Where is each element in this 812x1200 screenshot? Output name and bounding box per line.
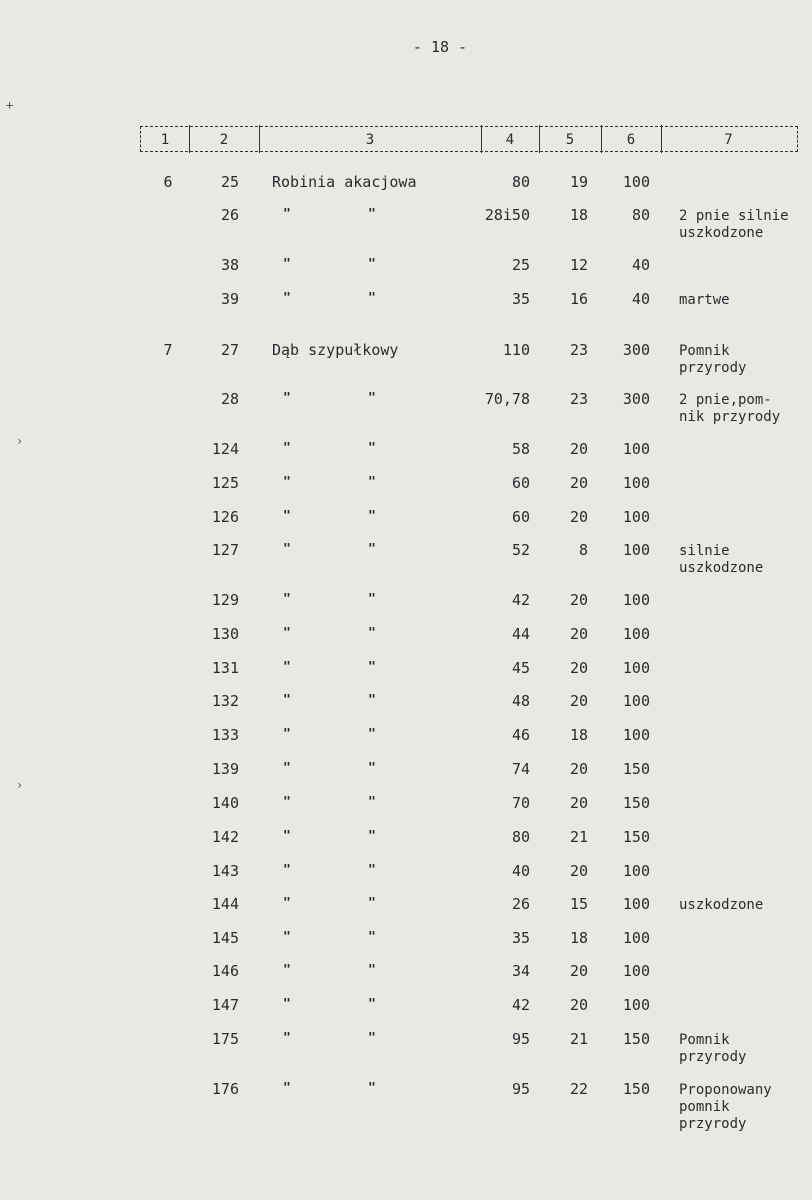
cell-col-5: 20 bbox=[569, 591, 588, 609]
ditto-mark: " bbox=[283, 475, 291, 490]
ditto-mark: " bbox=[283, 1081, 291, 1096]
ditto-mark: " bbox=[283, 257, 291, 272]
ditto-mark: " bbox=[283, 626, 291, 641]
header-col-6: 6 bbox=[626, 132, 636, 148]
cell-col-4: 35 bbox=[511, 290, 530, 308]
cell-tree-number: 144 bbox=[211, 895, 239, 913]
cell-tree-number: 175 bbox=[211, 1030, 239, 1048]
margin-mark: › bbox=[16, 778, 24, 792]
cell-col-6: 100 bbox=[622, 692, 650, 710]
ditto-mark: " bbox=[368, 930, 376, 945]
ditto-mark: " bbox=[368, 997, 376, 1012]
cell-col-5: 16 bbox=[569, 290, 588, 308]
ditto-mark: " bbox=[283, 542, 291, 557]
ditto-mark: " bbox=[368, 863, 376, 878]
ditto-mark: " bbox=[368, 391, 376, 406]
cell-col-6: 100 bbox=[622, 962, 650, 980]
ditto-mark: " bbox=[368, 829, 376, 844]
ditto-mark: " bbox=[368, 626, 376, 641]
cell-col-5: 20 bbox=[569, 794, 588, 812]
cell-col-4: 26 bbox=[511, 895, 530, 913]
header-col-1: 1 bbox=[160, 132, 170, 148]
ditto-mark: " bbox=[368, 761, 376, 776]
cell-col-4: 35 bbox=[511, 929, 530, 947]
cell-col-5: 20 bbox=[569, 692, 588, 710]
cell-tree-number: 127 bbox=[211, 541, 239, 559]
ditto-mark: " bbox=[283, 896, 291, 911]
cell-col-6: 150 bbox=[622, 1030, 650, 1048]
ditto-mark: " bbox=[368, 693, 376, 708]
cell-species-name: Dąb szypułkowy bbox=[272, 341, 399, 359]
ditto-mark: " bbox=[368, 257, 376, 272]
cell-remarks: 2 pnie silnie uszkodzone bbox=[679, 208, 789, 241]
cell-remarks: 2 pnie,pom- nik przyrody bbox=[679, 392, 781, 425]
cell-col-5: 21 bbox=[569, 828, 588, 846]
ditto-mark: " bbox=[283, 391, 291, 406]
cell-tree-number: 139 bbox=[211, 760, 239, 778]
ditto-mark: " bbox=[368, 542, 376, 557]
cell-col-5: 22 bbox=[569, 1080, 588, 1098]
ditto-mark: " bbox=[368, 896, 376, 911]
cell-col-5: 20 bbox=[569, 760, 588, 778]
ditto-mark: " bbox=[283, 863, 291, 878]
ditto-mark: " bbox=[283, 997, 291, 1012]
cell-col-5: 20 bbox=[569, 862, 588, 880]
cell-col-6: 300 bbox=[622, 390, 650, 408]
cell-tree-number: 146 bbox=[211, 962, 239, 980]
header-col-2: 2 bbox=[219, 132, 229, 148]
cell-col-6: 40 bbox=[631, 256, 650, 274]
cell-col-6: 100 bbox=[622, 659, 650, 677]
cell-col-4: 48 bbox=[511, 692, 530, 710]
cell-tree-number: 147 bbox=[211, 996, 239, 1014]
cell-remarks: martwe bbox=[679, 292, 730, 308]
cell-tree-number: 143 bbox=[211, 862, 239, 880]
cell-col-6: 100 bbox=[622, 996, 650, 1014]
cell-species-name: Robinia akacjowa bbox=[272, 173, 417, 191]
ditto-mark: " bbox=[283, 963, 291, 978]
cell-col-4: 110 bbox=[502, 341, 530, 359]
cell-col-4: 34 bbox=[511, 962, 530, 980]
cell-col-4: 70,78 bbox=[484, 390, 530, 408]
cell-col-5: 20 bbox=[569, 625, 588, 643]
ditto-mark: " bbox=[283, 829, 291, 844]
ditto-mark: " bbox=[368, 795, 376, 810]
cell-col-5: 18 bbox=[569, 726, 588, 744]
cell-col-6: 100 bbox=[622, 508, 650, 526]
cell-col-6: 100 bbox=[622, 173, 650, 191]
cell-col-4: 95 bbox=[511, 1080, 530, 1098]
cell-col-6: 100 bbox=[622, 726, 650, 744]
ditto-mark: " bbox=[283, 1031, 291, 1046]
cell-tree-number: 133 bbox=[211, 726, 239, 744]
cell-col-4: 95 bbox=[511, 1030, 530, 1048]
cell-col-4: 42 bbox=[511, 591, 530, 609]
cell-col-5: 18 bbox=[569, 206, 588, 224]
cell-col-4: 80 bbox=[511, 173, 530, 191]
ditto-mark: " bbox=[368, 509, 376, 524]
cell-col-5: 20 bbox=[569, 508, 588, 526]
cell-remarks: Pomnik przyrody bbox=[679, 1032, 747, 1065]
cell-col-4: 70 bbox=[511, 794, 530, 812]
ditto-mark: " bbox=[283, 693, 291, 708]
cell-remarks: silnie uszkodzone bbox=[679, 543, 764, 576]
cell-col-5: 20 bbox=[569, 659, 588, 677]
cell-col-6: 100 bbox=[622, 862, 650, 880]
cell-col-6: 100 bbox=[622, 625, 650, 643]
cell-col-6: 150 bbox=[622, 760, 650, 778]
cell-col-6: 100 bbox=[622, 440, 650, 458]
cell-col-6: 150 bbox=[622, 794, 650, 812]
cell-col-6: 300 bbox=[622, 341, 650, 359]
ditto-mark: " bbox=[368, 475, 376, 490]
cell-col-4: 52 bbox=[511, 541, 530, 559]
cell-tree-number: 26 bbox=[220, 206, 239, 224]
ditto-mark: " bbox=[283, 795, 291, 810]
cell-tree-number: 129 bbox=[211, 591, 239, 609]
cell-col-5: 20 bbox=[569, 962, 588, 980]
cell-group-number: 7 bbox=[163, 341, 173, 359]
table-header bbox=[140, 126, 798, 152]
cell-tree-number: 27 bbox=[220, 341, 239, 359]
cell-col-4: 44 bbox=[511, 625, 530, 643]
header-col-4: 4 bbox=[505, 132, 515, 148]
ditto-mark: " bbox=[283, 509, 291, 524]
cell-tree-number: 125 bbox=[211, 474, 239, 492]
page-number: - 18 - bbox=[412, 38, 468, 56]
cell-col-6: 100 bbox=[622, 929, 650, 947]
cell-col-4: 58 bbox=[511, 440, 530, 458]
ditto-mark: " bbox=[368, 1031, 376, 1046]
cell-tree-number: 142 bbox=[211, 828, 239, 846]
cell-col-6: 100 bbox=[622, 895, 650, 913]
ditto-mark: " bbox=[283, 761, 291, 776]
ditto-mark: " bbox=[368, 592, 376, 607]
cell-tree-number: 132 bbox=[211, 692, 239, 710]
cell-col-5: 23 bbox=[569, 341, 588, 359]
cell-col-6: 100 bbox=[622, 591, 650, 609]
cell-col-4: 80 bbox=[511, 828, 530, 846]
cell-col-4: 45 bbox=[511, 659, 530, 677]
cell-group-number: 6 bbox=[163, 173, 173, 191]
ditto-mark: " bbox=[368, 727, 376, 742]
cell-tree-number: 28 bbox=[220, 390, 239, 408]
cell-tree-number: 140 bbox=[211, 794, 239, 812]
ditto-mark: " bbox=[283, 207, 291, 222]
ditto-mark: " bbox=[283, 660, 291, 675]
cell-tree-number: 176 bbox=[211, 1080, 239, 1098]
ditto-mark: " bbox=[368, 207, 376, 222]
ditto-mark: " bbox=[368, 441, 376, 456]
ditto-mark: " bbox=[283, 592, 291, 607]
cell-col-4: 25 bbox=[511, 256, 530, 274]
cell-col-5: 19 bbox=[569, 173, 588, 191]
cell-col-6: 100 bbox=[622, 541, 650, 559]
ditto-mark: " bbox=[283, 930, 291, 945]
ditto-mark: " bbox=[368, 1081, 376, 1096]
ditto-mark: " bbox=[368, 660, 376, 675]
cell-col-4: 60 bbox=[511, 474, 530, 492]
cell-col-4: 74 bbox=[511, 760, 530, 778]
cell-col-5: 12 bbox=[569, 256, 588, 274]
cell-col-5: 23 bbox=[569, 390, 588, 408]
cell-tree-number: 25 bbox=[220, 173, 239, 191]
cell-col-5: 20 bbox=[569, 474, 588, 492]
cell-tree-number: 130 bbox=[211, 625, 239, 643]
margin-mark: + bbox=[6, 98, 14, 112]
cell-tree-number: 131 bbox=[211, 659, 239, 677]
ditto-mark: " bbox=[368, 963, 376, 978]
ditto-mark: " bbox=[283, 291, 291, 306]
header-col-5: 5 bbox=[565, 132, 575, 148]
margin-mark: › bbox=[16, 434, 24, 448]
cell-col-5: 8 bbox=[578, 541, 588, 559]
cell-tree-number: 145 bbox=[211, 929, 239, 947]
cell-col-6: 100 bbox=[622, 474, 650, 492]
cell-col-5: 18 bbox=[569, 929, 588, 947]
cell-col-4: 40 bbox=[511, 862, 530, 880]
cell-remarks: uszkodzone bbox=[679, 897, 764, 913]
cell-col-4: 28i50 bbox=[484, 206, 530, 224]
cell-col-4: 60 bbox=[511, 508, 530, 526]
cell-col-4: 42 bbox=[511, 996, 530, 1014]
cell-col-5: 20 bbox=[569, 440, 588, 458]
ditto-mark: " bbox=[283, 441, 291, 456]
ditto-mark: " bbox=[368, 291, 376, 306]
cell-col-5: 15 bbox=[569, 895, 588, 913]
cell-col-6: 80 bbox=[631, 206, 650, 224]
header-col-3: 3 bbox=[365, 132, 375, 148]
cell-tree-number: 38 bbox=[220, 256, 239, 274]
cell-remarks: Pomnik przyrody bbox=[679, 343, 747, 376]
cell-col-5: 21 bbox=[569, 1030, 588, 1048]
cell-tree-number: 124 bbox=[211, 440, 239, 458]
cell-col-4: 46 bbox=[511, 726, 530, 744]
ditto-mark: " bbox=[283, 727, 291, 742]
cell-tree-number: 39 bbox=[220, 290, 239, 308]
cell-col-6: 150 bbox=[622, 828, 650, 846]
cell-col-6: 150 bbox=[622, 1080, 650, 1098]
header-col-7: 7 bbox=[724, 132, 733, 148]
cell-col-6: 40 bbox=[631, 290, 650, 308]
cell-remarks: Proponowany pomnik przyrody bbox=[679, 1082, 772, 1132]
cell-col-5: 20 bbox=[569, 996, 588, 1014]
cell-tree-number: 126 bbox=[211, 508, 239, 526]
